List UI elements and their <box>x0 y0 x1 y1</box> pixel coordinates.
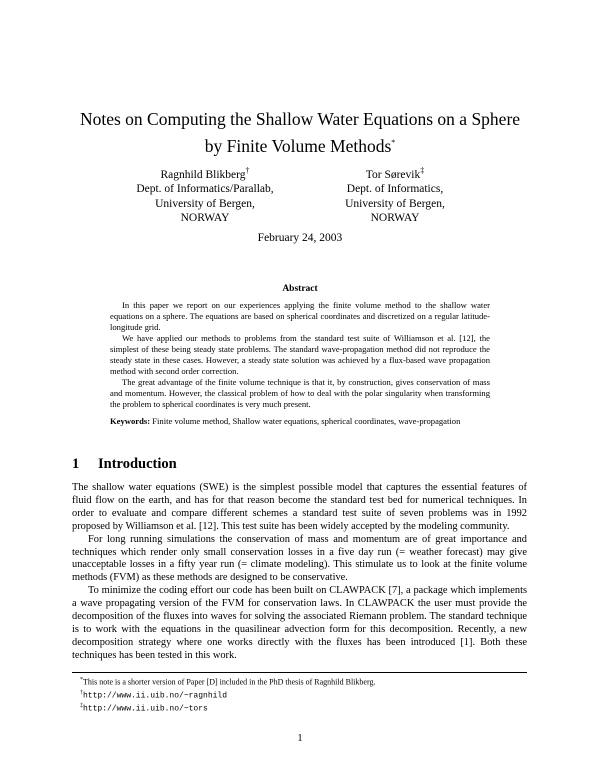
paper-title <box>0 108 600 158</box>
abstract-paragraph: In this paper we report on our experiences applying the finite volume method to the shallow water equations on a sphere. The equations are based on spherical coordinates and discretized on a regular latitude-longitude grid. <box>110 300 490 332</box>
keywords <box>110 416 490 427</box>
section-body <box>72 482 527 663</box>
footnote: ‡http://www.ii.uib.no/~tors <box>80 703 208 714</box>
footnote-url[interactable]: http://www.ii.uib.no/~tors <box>83 704 208 714</box>
author-affiliation: Dept. of Informatics/Parallab, <box>136 183 274 196</box>
body-paragraph: The shallow water equations (SWE) is the simplest possible model that captures the essential features of fluid flow on the earth, and has for that reason become the standard test bed for numerical techniques. In order to evaluate and compare different schemes a standard test suite of seven problems was in 1992 proposed by Williamson et al. [12]. This test suite has been widely accepted by the modeling community. <box>72 482 527 532</box>
footnotes <box>72 672 527 715</box>
author-university: University of Bergen, <box>155 197 255 210</box>
abstract-paragraph: We have applied our methods to problems from the standard test suite of Williamson et al. [12], the simplest of these being steady state problems. The standard wave-propagation method did not reproduce the steady state in these cases. However, a steady state solution was achieved by a flux-based wave propagation method with second order correction. <box>110 333 490 376</box>
author-country: NORWAY <box>180 212 230 225</box>
author-name: Tor Sørevik‡ <box>365 166 425 181</box>
footnote: †http://www.ii.uib.no/~ragnhild <box>80 689 228 701</box>
title-line-2: by Finite Volume Methods* <box>204 135 396 156</box>
author-name: Ragnhild Blikberg† <box>160 166 250 181</box>
author-1 <box>130 164 280 226</box>
abstract-body <box>110 300 490 427</box>
section-number: 1 <box>72 456 80 472</box>
author-2 <box>320 164 470 226</box>
author-block <box>0 164 600 226</box>
section-title: Introduction <box>98 456 177 472</box>
abstract-heading: Abstract <box>282 284 318 294</box>
footnote: *This note is a shorter version of Paper [D] included in the PhD thesis of Ragnhild Blikberg. <box>80 677 376 687</box>
page-number: 1 <box>297 733 303 744</box>
body-paragraph: To minimize the coding effort our code has been built on CLAWPACK [7], a package which implements a wave propagating version of the FVM for conservation laws. In CLAWPACK the user must provide the decomposition of the fluxes into waves for solving the associated Riemann problem. The standard technique is to work with the equations in the quasilinear advection form for this decomposition. Recently, a new decomposition strategy where one works directly with the fluxes has been introduced [1]. Both these techniques has been tested in this work. <box>72 585 527 661</box>
footnote-url[interactable]: http://www.ii.uib.no/~ragnhild <box>83 691 228 701</box>
paper-date: February 24, 2003 <box>257 232 343 244</box>
author-country: NORWAY <box>370 212 420 225</box>
title-line-1: Notes on Computing the Shallow Water Equations on a Sphere <box>79 109 521 129</box>
author-university: University of Bergen, <box>345 197 445 210</box>
author-affiliation: Dept. of Informatics, <box>346 183 444 196</box>
keywords-label: Keywords: <box>110 416 151 426</box>
keywords-text: Finite volume method, Shallow water equations, spherical coordinates, wave-propagation <box>152 416 461 426</box>
section-heading <box>72 456 177 473</box>
title-footnote-marker: * <box>391 138 396 147</box>
abstract-paragraph: The great advantage of the finite volume technique is that it, by construction, gives conservation of mass and momentum. However, the classical problem of how to deal with the polar singularity when transforming the problem to spherical coordinates is very much present. <box>110 377 490 409</box>
body-paragraph: For long running simulations the conservation of mass and momentum are of great importance and techniques which render only small conservation losses in a five day run (= weather forecast) may give unacceptable losses in a fifty year run (= climate modeling). This stimulate us to look at the finite volume methods (FVM) as these methods are designed to be conservative. <box>72 533 527 584</box>
